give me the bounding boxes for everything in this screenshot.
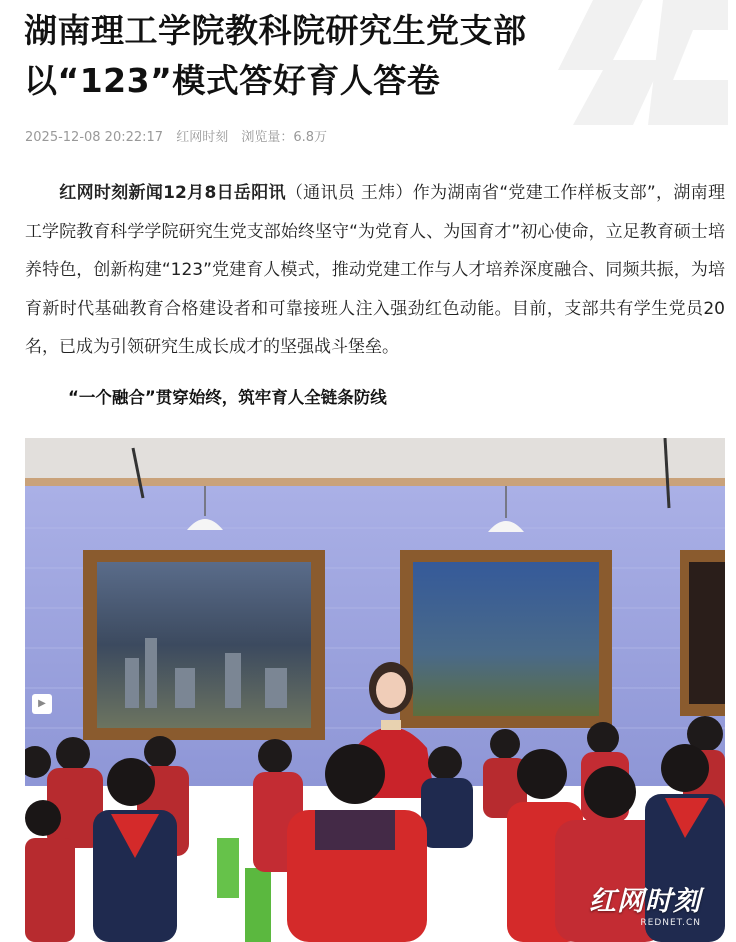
paragraph-body: （通讯员 王炜）作为湖南省“党建工作样板支部”，湖南理工学院教育科学学院研究生党支部始终坚守“为党育人、为国育才”初心使命，立足教育硕士培养特色，创新构建“123”党建育人模式，推动党建工作与人才培养深度融合、同频共振，为培育新时代基础教育合格建设者和可靠接班人注入强劲红色动能。目前，支部共有学生党员20名，已成为引领研究生成长成才的坚强战斗堡垒。 (25, 183, 725, 357)
article-title: 湖南理工学院教科院研究生党支部以“123”模式答好育人答卷 (24, 11, 527, 100)
photo-brand-watermark (589, 879, 701, 928)
brand-logo: 红网时刻 (589, 886, 701, 917)
dateline: 红网时刻新闻12月8日岳阳讯 (59, 183, 286, 203)
brand-domain: REDNET.CN (640, 918, 701, 928)
section-subheading: “一个融合”贯穿始终，筑牢育人全链条防线 (68, 388, 387, 407)
article-paragraph (25, 174, 725, 367)
article-photo[interactable] (25, 438, 725, 942)
source-name[interactable]: 红网时刻 (176, 130, 229, 145)
play-icon[interactable]: ▶ (32, 694, 52, 714)
publish-datetime: 2025-12-08 20:22:17 (25, 130, 164, 145)
classroom-photo-illustration (25, 438, 725, 942)
article-meta (25, 126, 336, 145)
view-count: 浏览量：6.8万 (241, 130, 328, 145)
